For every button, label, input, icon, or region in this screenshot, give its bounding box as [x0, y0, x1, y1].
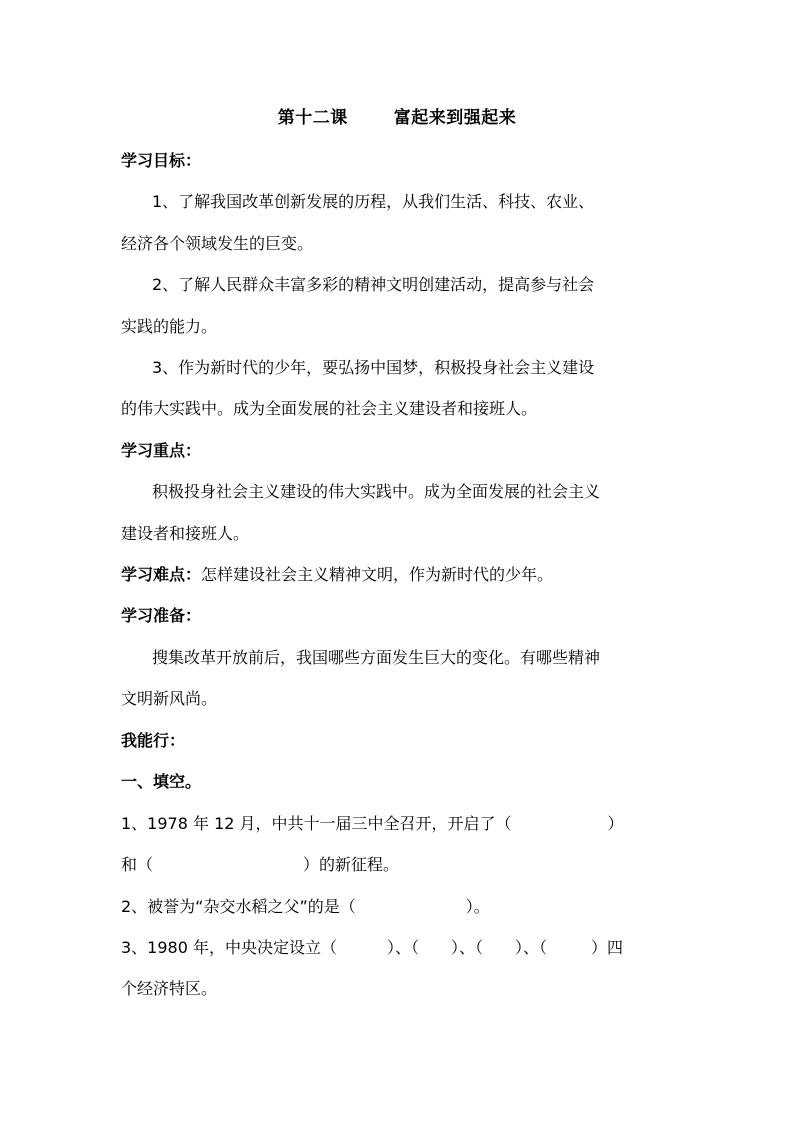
question-1-text: 1、1978 年 12 月，中共十一届三中全召开，开启了（	[121, 814, 512, 833]
question-3-close: ）四	[591, 938, 624, 957]
question-2	[121, 896, 681, 918]
objectives-heading: 学习目标：	[121, 151, 202, 170]
preparation-line-1: 搜集改革开放前后，我国哪些方面发生巨大的变化。有哪些精神	[152, 648, 601, 667]
preparation-line-2: 文明新风尚。	[121, 689, 218, 708]
lesson-title	[0, 103, 794, 128]
objective-1-line-2: 经济各个领域发生的巨变。	[121, 234, 314, 253]
question-2-text: 2、被誉为“杂交水稻之父”的是（	[121, 897, 356, 916]
objective-3-line-1: 3、作为新时代的少年，要弘扬中国梦，积极投身社会主义建设	[152, 358, 595, 377]
difficulties-heading: 学习难点：	[121, 565, 202, 584]
question-3-line-2: 个经济特区。	[121, 979, 218, 998]
objective-3-line-2: 的伟大实践中。成为全面发展的社会主义建设者和接班人。	[121, 399, 538, 418]
question-1-and: 和（	[121, 855, 154, 874]
question-3-sep-3: ）、（	[515, 938, 548, 957]
fill-blank-heading: 一、填空。	[121, 772, 202, 791]
objective-1-line-1: 1、了解我国改革创新发展的历程，从我们生活、科技、农业、	[152, 192, 595, 211]
difficulties-row	[121, 564, 681, 586]
question-1-line-2	[121, 854, 681, 876]
difficulties-text: 怎样建设社会主义精神文明，作为新时代的少年。	[201, 565, 554, 584]
question-3-text: 3、1980 年，中央决定设立（	[121, 938, 337, 957]
question-3-sep-1: ）、（	[387, 938, 420, 957]
question-2-end: ）。	[465, 897, 490, 916]
lesson-name: 富起来到强起来	[393, 108, 517, 128]
objective-2-line-1: 2、了解人民群众丰富多彩的精神文明创建活动，提高参与社会	[152, 275, 595, 294]
preparation-heading: 学习准备：	[121, 606, 202, 625]
objective-2-line-2: 实践的能力。	[121, 317, 218, 336]
key-points-line-1: 积极投身社会主义建设的伟大实践中。成为全面发展的社会主义	[152, 482, 601, 501]
can-do-heading: 我能行：	[121, 731, 186, 750]
question-1-close: ）	[607, 814, 624, 833]
question-3-sep-2: ）、（	[451, 938, 484, 957]
question-3-line-1	[121, 937, 681, 959]
lesson-number: 第十二课	[277, 108, 348, 128]
key-points-heading: 学习重点：	[121, 441, 202, 460]
question-1-line-1	[121, 813, 681, 835]
question-1-end: ）的新征程。	[303, 855, 400, 874]
key-points-line-2: 建设者和接班人。	[121, 524, 250, 543]
